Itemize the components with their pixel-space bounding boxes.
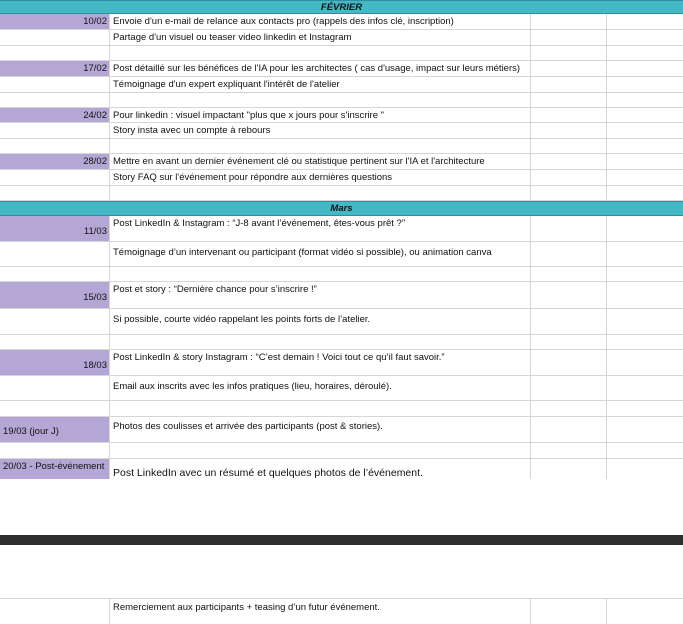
- date-cell[interactable]: [0, 108, 110, 122]
- date-cell[interactable]: [0, 30, 110, 45]
- task-label: Story FAQ sur l'événement pour répondre aux dernières questions: [113, 172, 393, 183]
- empty-cell[interactable]: [607, 186, 683, 200]
- empty-cell[interactable]: [607, 123, 683, 138]
- empty-cell[interactable]: [0, 335, 110, 349]
- task-cell[interactable]: [110, 170, 531, 185]
- task-cell[interactable]: [110, 30, 531, 45]
- empty-cell[interactable]: [607, 139, 683, 153]
- task-label: Pour linkedin : visuel impactant "plus que x jours pour s'inscrire ": [113, 110, 384, 121]
- date-label: 18/03: [83, 360, 107, 371]
- empty-cell[interactable]: [0, 267, 110, 281]
- table-row[interactable]: [0, 77, 683, 93]
- empty-cell[interactable]: [110, 267, 531, 281]
- table-row[interactable]: [0, 46, 683, 61]
- empty-cell[interactable]: [607, 216, 683, 241]
- table-row[interactable]: [0, 309, 683, 335]
- empty-cell[interactable]: [0, 376, 110, 400]
- empty-cell[interactable]: [531, 30, 607, 45]
- date-cell[interactable]: [0, 417, 110, 442]
- blank-area: [0, 545, 683, 598]
- empty-cell[interactable]: [607, 93, 683, 107]
- empty-cell[interactable]: [0, 309, 110, 334]
- task-cell[interactable]: [110, 350, 531, 375]
- empty-cell[interactable]: [531, 242, 607, 266]
- empty-cell[interactable]: [110, 186, 531, 200]
- empty-cell[interactable]: [531, 46, 607, 60]
- task-label: Partage d'un visuel ou teaser video linkedin et Instagram: [113, 32, 352, 43]
- empty-cell[interactable]: [607, 242, 683, 266]
- task-label: Story insta avec un compte à rebours: [113, 125, 271, 136]
- section-header-mars[interactable]: [0, 201, 683, 216]
- empty-cell[interactable]: [531, 123, 607, 138]
- empty-cell[interactable]: [0, 77, 110, 92]
- empty-cell[interactable]: [531, 14, 607, 29]
- empty-cell[interactable]: [531, 77, 607, 92]
- empty-cell[interactable]: [531, 335, 607, 349]
- empty-cell[interactable]: [607, 77, 683, 92]
- empty-cell[interactable]: [531, 309, 607, 334]
- section-title: Mars: [330, 203, 353, 214]
- task-cell[interactable]: [110, 599, 531, 624]
- task-cell[interactable]: [110, 123, 531, 138]
- section-header-fevrier[interactable]: [0, 0, 683, 14]
- table-row[interactable]: [0, 108, 683, 123]
- task-cell[interactable]: [110, 77, 531, 92]
- table-row[interactable]: [0, 376, 683, 401]
- empty-cell[interactable]: [531, 401, 607, 416]
- blank-area: [0, 479, 683, 535]
- task-label: Si possible, courte vidéo rappelant les points forts de l’atelier.: [113, 314, 371, 325]
- empty-cell[interactable]: [531, 216, 607, 241]
- empty-cell[interactable]: [531, 376, 607, 400]
- task-label: Post LinkedIn & Instagram : “J-8 avant l’événement, êtes-vous prêt ?”: [113, 218, 406, 229]
- empty-cell[interactable]: [531, 599, 607, 624]
- table-row[interactable]: [0, 401, 683, 417]
- task-label: Témoignage d'un expert expliquant l'intérêt de l'atelier: [113, 79, 340, 90]
- empty-cell[interactable]: [0, 242, 110, 266]
- table-row[interactable]: [0, 170, 683, 186]
- task-cell[interactable]: [110, 282, 531, 308]
- task-cell[interactable]: [110, 108, 531, 122]
- table-row[interactable]: [0, 30, 683, 46]
- table-row[interactable]: [0, 598, 683, 624]
- task-label: Mettre en avant un dernier événement clé ou statistique pertinent sur l'IA et l'architecture: [113, 156, 485, 167]
- empty-cell[interactable]: [531, 61, 607, 76]
- date-label: 11/03: [83, 226, 107, 237]
- date-cell[interactable]: [0, 14, 110, 29]
- empty-cell[interactable]: [0, 186, 110, 200]
- empty-cell[interactable]: [607, 46, 683, 60]
- date-cell[interactable]: [0, 350, 110, 375]
- empty-cell[interactable]: [607, 108, 683, 122]
- task-label: Post et story : “Dernière chance pour s’inscrire !”: [113, 284, 317, 295]
- task-label: Témoignage d’un intervenant ou participant (format vidéo si possible), ou animation canva: [113, 247, 492, 258]
- task-label: Remerciement aux participants + teasing d’un futur événement.: [113, 602, 380, 613]
- page-divider: [0, 535, 683, 545]
- empty-cell[interactable]: [531, 267, 607, 281]
- empty-cell[interactable]: [607, 154, 683, 169]
- date-label: 20/03 - Post-événement: [3, 461, 105, 472]
- empty-cell[interactable]: [607, 282, 683, 308]
- date-cell[interactable]: [0, 599, 110, 624]
- empty-cell[interactable]: [110, 401, 531, 416]
- empty-cell[interactable]: [607, 350, 683, 375]
- date-cell[interactable]: [0, 282, 110, 308]
- empty-cell[interactable]: [531, 186, 607, 200]
- date-label: 15/03: [83, 292, 107, 303]
- date-cell[interactable]: [0, 61, 110, 76]
- task-cell[interactable]: [110, 376, 531, 400]
- empty-cell[interactable]: [531, 108, 607, 122]
- date-label: 10/02: [83, 16, 107, 27]
- table-row[interactable]: [0, 186, 683, 201]
- empty-cell[interactable]: [607, 417, 683, 442]
- table-row[interactable]: [0, 417, 683, 443]
- empty-cell[interactable]: [531, 350, 607, 375]
- table-row[interactable]: [0, 267, 683, 282]
- empty-cell[interactable]: [0, 46, 110, 60]
- task-label: Email aux inscrits avec les infos pratiques (lieu, horaires, déroulé).: [113, 381, 392, 392]
- empty-cell[interactable]: [607, 401, 683, 416]
- empty-cell[interactable]: [110, 46, 531, 60]
- task-label: Post LinkedIn avec un résumé et quelques photos de l’événement.: [113, 467, 423, 479]
- table-row[interactable]: [0, 154, 683, 170]
- table-row[interactable]: [0, 350, 683, 376]
- table-row[interactable]: [0, 216, 683, 242]
- empty-cell[interactable]: [531, 282, 607, 308]
- table-row[interactable]: [0, 443, 683, 459]
- empty-cell[interactable]: [607, 14, 683, 29]
- empty-cell[interactable]: [0, 170, 110, 185]
- empty-cell[interactable]: [110, 139, 531, 153]
- empty-cell[interactable]: [0, 93, 110, 107]
- date-label: 19/03 (jour J): [3, 426, 59, 437]
- empty-cell[interactable]: [110, 93, 531, 107]
- table-row[interactable]: [0, 14, 683, 30]
- task-cell[interactable]: [110, 154, 531, 169]
- date-cell[interactable]: [0, 154, 110, 169]
- date-cell[interactable]: [0, 216, 110, 241]
- empty-cell[interactable]: [607, 443, 683, 458]
- empty-cell[interactable]: [531, 443, 607, 458]
- table-row[interactable]: [0, 282, 683, 309]
- date-label: 28/02: [83, 156, 107, 167]
- table-row[interactable]: [0, 123, 683, 139]
- empty-cell[interactable]: [607, 30, 683, 45]
- empty-cell[interactable]: [0, 443, 110, 458]
- section-title: FÉVRIER: [320, 2, 363, 13]
- task-label: Envoie d'un e-mail de relance aux contacts pro (rappels des infos clé, inscription): [113, 16, 454, 27]
- empty-cell[interactable]: [531, 417, 607, 442]
- table-row[interactable]: [0, 93, 683, 108]
- empty-cell[interactable]: [0, 401, 110, 416]
- empty-cell[interactable]: [607, 267, 683, 281]
- task-cell[interactable]: [110, 417, 531, 442]
- table-row[interactable]: [0, 139, 683, 154]
- table-row[interactable]: [0, 335, 683, 350]
- empty-cell[interactable]: [110, 335, 531, 349]
- task-label: Post détaillé sur les bénéfices de l'IA pour les architectes ( cas d'usage, impact sur leurs métiers): [113, 63, 521, 74]
- task-cell[interactable]: [110, 242, 531, 266]
- date-label: 24/02: [83, 110, 107, 121]
- empty-cell[interactable]: [607, 376, 683, 400]
- empty-cell[interactable]: [531, 139, 607, 153]
- empty-cell[interactable]: [607, 170, 683, 185]
- task-cell[interactable]: [110, 216, 531, 241]
- empty-cell[interactable]: [531, 154, 607, 169]
- table-row[interactable]: [0, 242, 683, 267]
- empty-cell[interactable]: [531, 93, 607, 107]
- empty-cell[interactable]: [607, 335, 683, 349]
- empty-cell[interactable]: [531, 170, 607, 185]
- empty-cell[interactable]: [607, 309, 683, 334]
- task-label: Photos des coulisses et arrivée des participants (post & stories).: [113, 421, 383, 432]
- empty-cell[interactable]: [110, 443, 531, 458]
- date-label: 17/02: [83, 63, 107, 74]
- empty-cell[interactable]: [0, 139, 110, 153]
- task-label: Post LinkedIn & story Instagram : “C’est demain ! Voici tout ce qu’il faut savoir.”: [113, 352, 445, 363]
- task-cell[interactable]: [110, 61, 531, 76]
- empty-cell[interactable]: [0, 123, 110, 138]
- table-row[interactable]: [0, 61, 683, 77]
- empty-cell[interactable]: [607, 599, 683, 624]
- task-cell[interactable]: [110, 14, 531, 29]
- empty-cell[interactable]: [607, 61, 683, 76]
- task-cell[interactable]: [110, 309, 531, 334]
